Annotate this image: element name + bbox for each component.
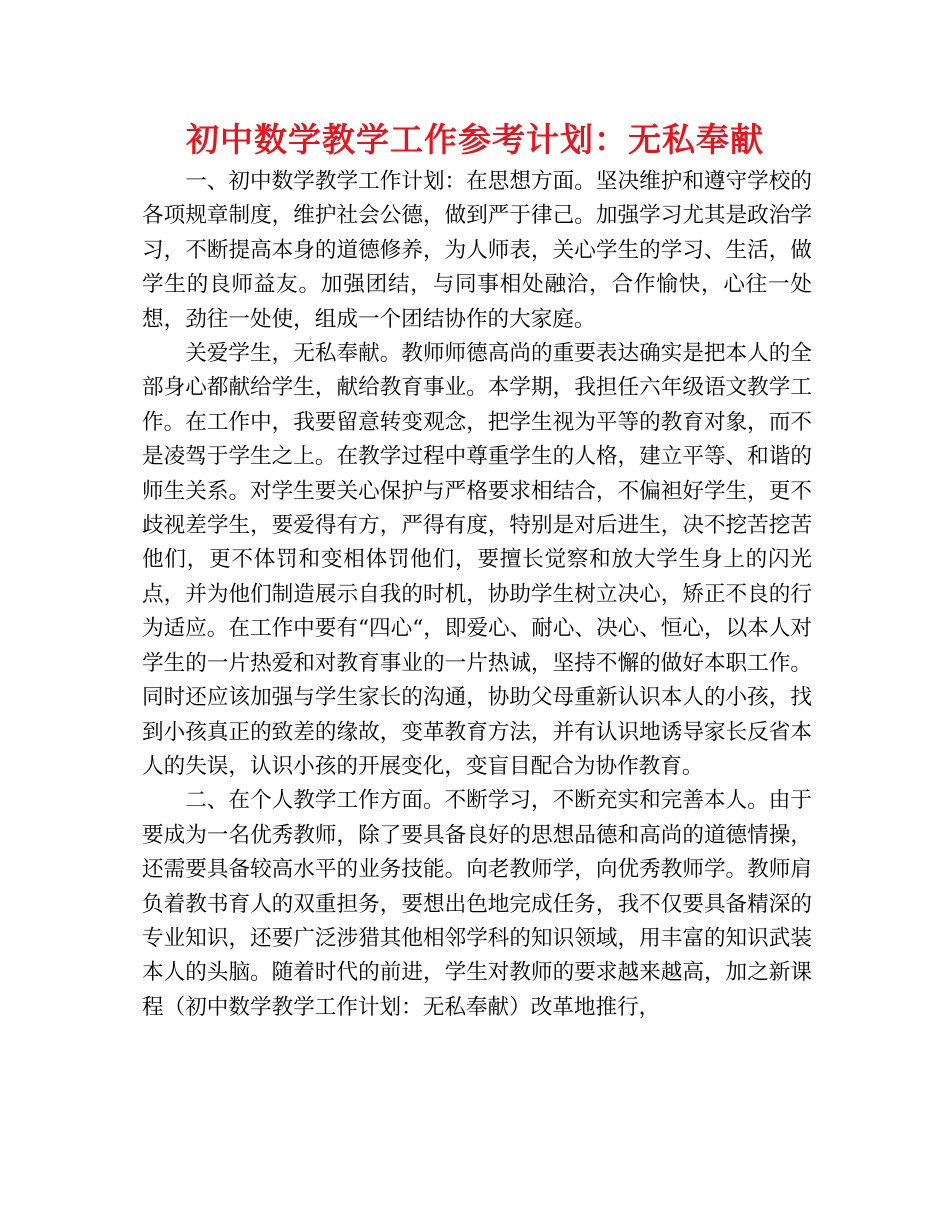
paragraph-3: 二、在个人教学工作方面。不断学习，不断充实和完善本人。由于要成为一名优秀教师，除了要具备良好的思想品德和高尚的道德情操，还需要具备较高水平的业务技能。向老教师学，向优秀教师学。教师肩负着教书育人的双重担务，要想出色地完成任务，我不仅要具备精深的专业知识，还要广泛涉猎其他相邻学科的知识领域，用丰富的知识武装本人的头脑。随着时代的前进，学生对教师的要求越来越高，加之新课程（初中数学教学工作计划：无私奉献）改革地推行， [142, 788, 812, 1020]
paragraph-1: 一、初中数学教学工作计划：在思想方面。坚决维护和遵守学校的各项规章制度，维护社会公德，做到严于律己。加强学习尤其是政治学习，不断提高本身的道德修养，为人师表，关心学生的学习、生活，做学生的良师益友。加强团结，与同事相处融洽，合作愉快，心往一处想，劲往一处使，组成一个团结协作的大家庭。 [142, 169, 812, 332]
document-body [142, 165, 812, 1025]
document-title: 初中数学教学工作参考计划：无私奉献 [186, 120, 764, 159]
paragraph-2: 关爱学生，无私奉献。教师师德高尚的重要表达确实是把本人的全部身心都献给学生，献给教育事业。本学期，我担任六年级语文教学工作。在工作中，我要留意转变观念，把学生视为平等的教育对象，而不是凌驾于学生之上。在教学过程中尊重学生的人格，建立平等、和谐的师生关系。对学生要关心保护与严格要求相结合，不偏袒好学生，更不歧视差学生，要爱得有方，严得有度，特别是对后进生，决不挖苦挖苦他们，更不体罚和变相体罚他们，要擅长觉察和放大学生身上的闪光点，并为他们制造展示自我的时机，协助学生树立决心，矫正不良的行为适应。在工作中要有“四心“，即爱心、耐心、决心、恒心，以本人对学生的一片热爱和对教育事业的一片热诚，坚持不懈的做好本职工作。同时还应该加强与学生家长的沟通，协助父母重新认识本人的小孩，找到小孩真正的致差的缘故，变革教育方法，并有认识地诱导家长反省本人的失误，认识小孩的开展变化，变盲目配合为协作教育。 [142, 341, 812, 779]
